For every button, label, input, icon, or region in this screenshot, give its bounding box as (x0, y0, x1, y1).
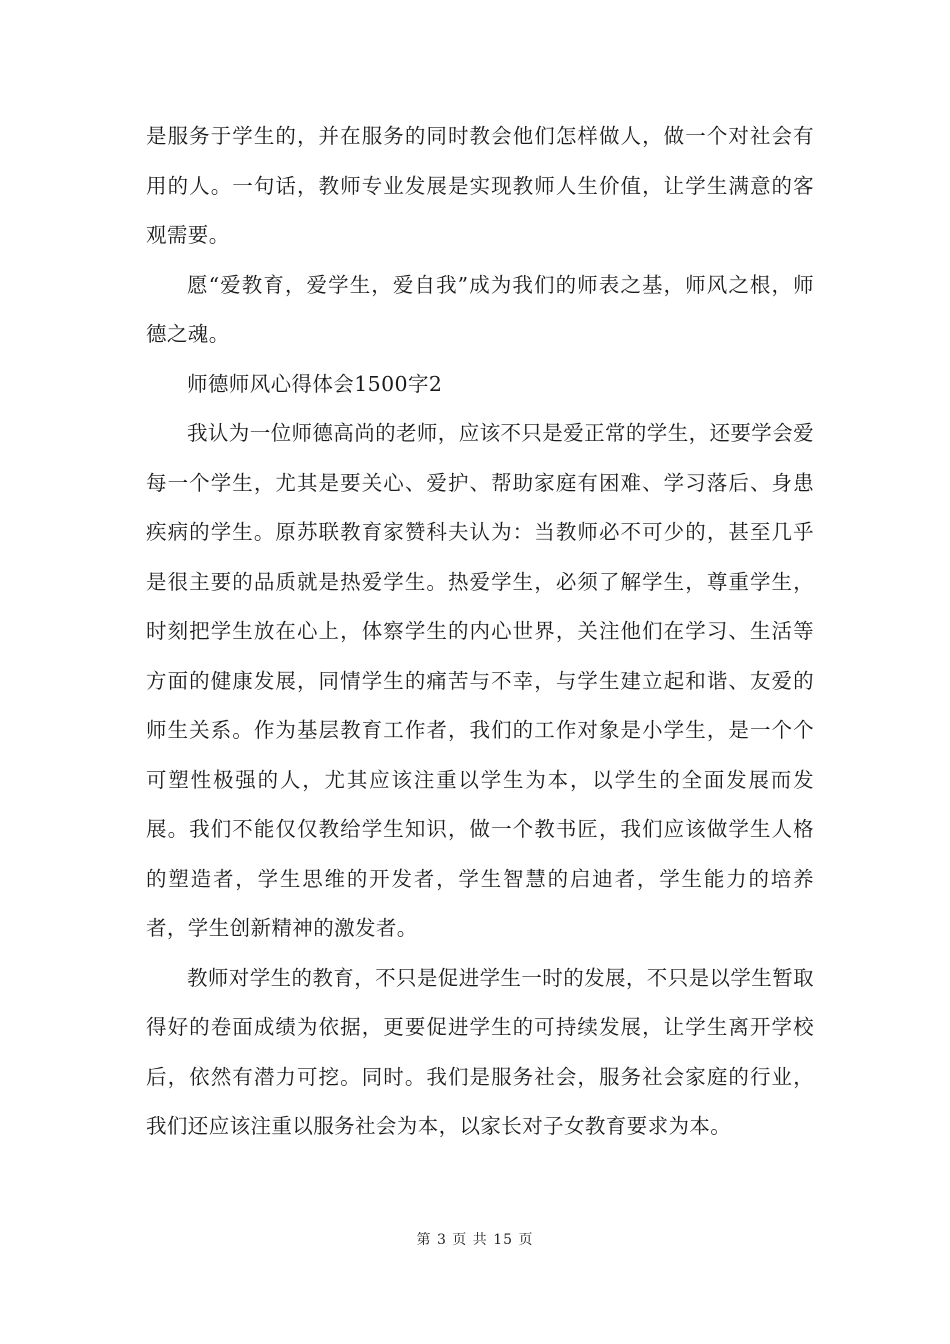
paragraph-love-students: 我认为一位师德高尚的老师，应该不只是爱正常的学生，还要学会爱每一个学生，尤其是要关心、爱护、帮助家庭有困难、学习落后、身患疾病的学生。原苏联教育家赞科夫认为：当教师必不可少的，甚至几乎是很主要的品质就是热爱学生。热爱学生，必须了解学生，尊重学生，时刻把学生放在心上，体察学生的内心世界，关注他们在学习、生活等方面的健康发展，同情学生的痛苦与不幸，与学生建立起和谐、友爱的师生关系。作为基层教育工作者，我们的工作对象是小学生，是一个个可塑性极强的人，尤其应该注重以学生为本，以学生的全面发展而发展。我们不能仅仅教给学生知识，做一个教书匠，我们应该做学生人格的塑造者，学生思维的开发者，学生智慧的启迪者，学生能力的培养者，学生创新精神的激发者。 (146, 421, 814, 940)
document-body (146, 112, 814, 1152)
paragraph-sustainable-development: 教师对学生的教育，不只是促进学生一时的发展，不只是以学生暂取得好的卷面成绩为依据，更要促进学生的可持续发展，让学生离开学校后，依然有潜力可挖。同时。我们是服务社会，服务社会家庭的行业，我们还应该注重以服务社会为本，以家长对子女教育要求为本。 (146, 965, 814, 1138)
page-footer: 第 3 页 共 15 页 (416, 1232, 534, 1248)
section-heading: 师德师风心得体会1500字2 (187, 371, 443, 396)
paragraph-continuation: 是服务于学生的，并在服务的同时教会他们怎样做人，做一个对社会有用的人。一句话，教师专业发展是实现教师人生价值，让学生满意的客观需要。 (146, 124, 814, 247)
paragraph-wish: 愿“爱教育，爱学生，爱自我”成为我们的师表之基，师风之根，师德之魂。 (146, 272, 814, 346)
